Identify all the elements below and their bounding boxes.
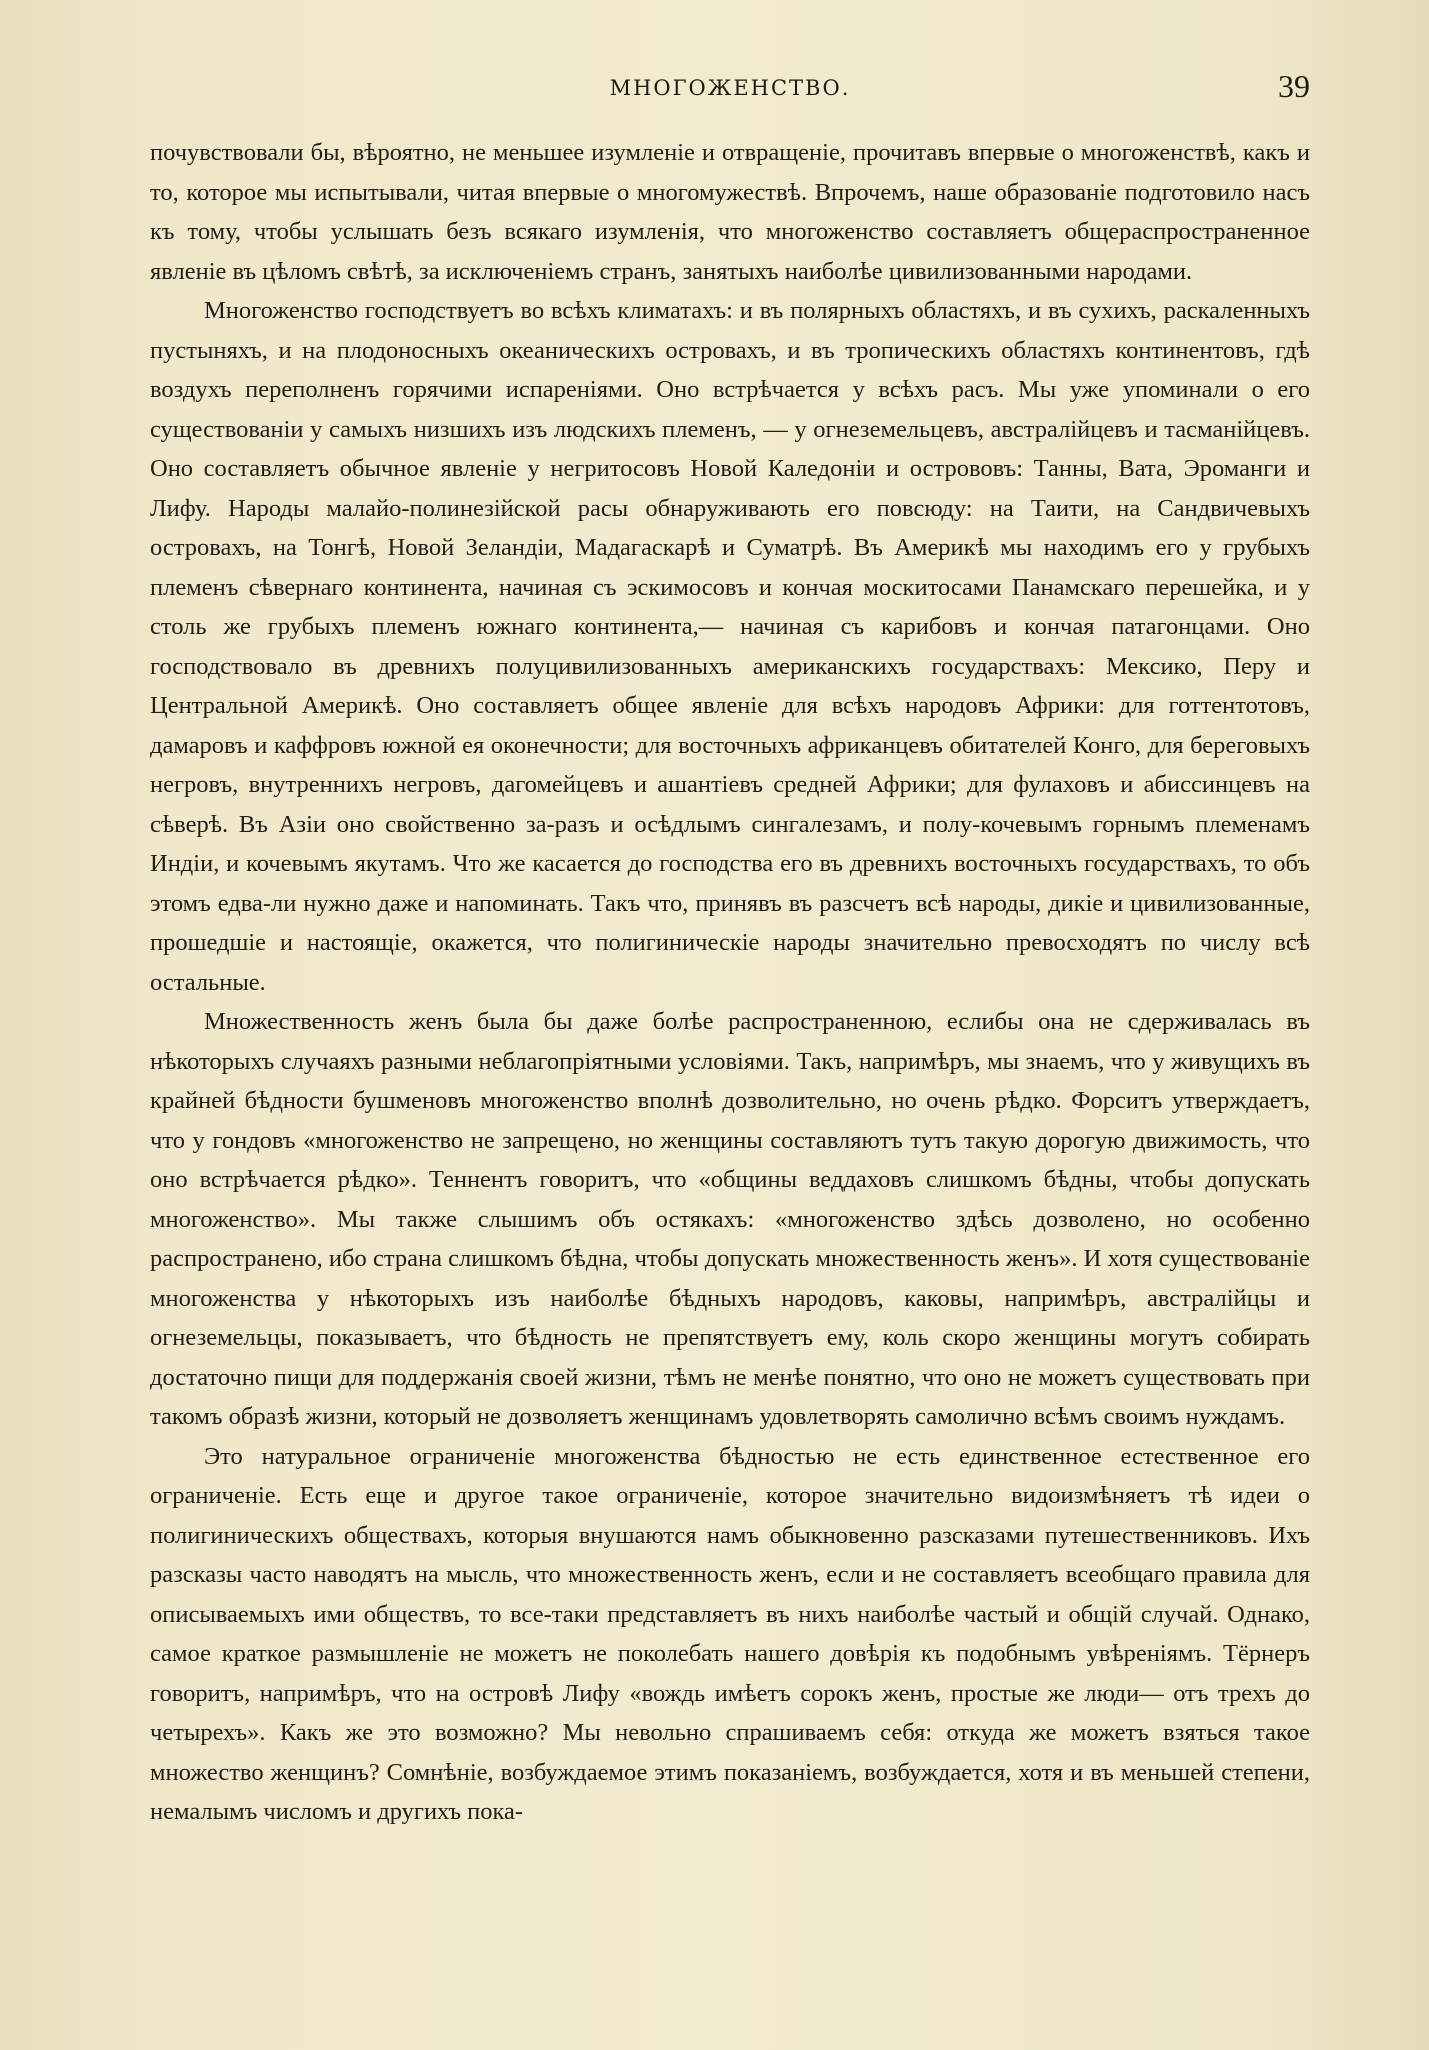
paragraph: Множественность женъ была бы даже болѣе распространенною, еслибы она не сдерживалась въ нѣкоторыхъ случаяхъ разными неблагопріятными условіями. Такъ, напримѣръ, мы знаемъ, что у живущихъ въ крайней бѣдности бушменовъ многоженство вполнѣ дозволительно, но очень рѣдко. Форситъ утверждаетъ, что у гондовъ «многоженство не запрещено, но женщины составляютъ тутъ такую дорогую движимость, что оно встрѣчается рѣдко». Теннентъ говоритъ, что «общины веддаховъ слишкомъ бѣдны, чтобы допускать многоженство». Мы также слышимъ объ остякахъ: «многоженство здѣсь дозволено, но особенно распространено, ибо страна слишкомъ бѣдна, чтобы допускать множественность женъ». И хотя существованіе многоженства у нѣкоторыхъ изъ наиболѣе бѣдныхъ народовъ, каковы, напримѣръ, австралійцы и огнеземельцы, показываетъ, что бѣдность не препятствуетъ ему, коль скоро женщины могутъ собирать достаточно пищи для поддержанія своей жизни, тѣмъ не менѣе понятно, что оно не можетъ существовать при такомъ образѣ жизни, который не дозволяетъ женщинамъ удовлетворять самолично всѣмъ своимъ нуждамъ. xyxy=(150,1008,1310,1430)
running-head: МНОГОЖЕНСТВО. xyxy=(609,76,851,100)
paragraph-continued: почувствовали бы, вѣроятно, не меньшее изумленіе и отвращеніе, прочитавъ впервые о многоженствѣ, какъ и то, которое мы испытывали, читая впервые о многомужествѣ. Впрочемъ, наше образованіе подготовило насъ къ тому, чтобы услышать безъ всякаго изумленія, что многоженство составляетъ общераспространенное явленіе въ цѣломъ свѣтѣ, за исключеніемъ странъ, занятыхъ наиболѣе цивилизованными народами. xyxy=(150,139,1310,285)
paragraph: Это натуральное ограниченіе многоженства бѣдностью не есть единственное естественное его ограниченіе. Есть еще и другое такое ограниченіе, которое значительно видоизмѣняетъ тѣ идеи о полигиническихъ обществахъ, которыя внушаются намъ обыкновенно разсказами путешественниковъ. Ихъ разсказы часто наводятъ на мысль, что множественность женъ, если и не составляетъ всеобщаго правила для описываемыхъ ими обществъ, то все-таки представляетъ въ нихъ наиболѣе частый и общій случай. Однако, самое краткое размышленіе не можетъ не поколебать нашего довѣрія къ подобнымъ увѣреніямъ. Тёрнеръ говоритъ, напримѣръ, что на островѣ Лифу «вождь имѣетъ сорокъ женъ, простые же люди— отъ трехъ до четырехъ». Какъ же это возможно? Мы невольно спрашиваемъ себя: откуда же можетъ взяться такое множество женщинъ? Сомнѣніе, возбуждаемое этимъ показаніемъ, возбуждается, хотя и въ меньшей степени, немалымъ числомъ и другихъ пока- xyxy=(150,1442,1310,1825)
page-header xyxy=(150,68,1310,112)
paragraph: Многоженство господствуетъ во всѣхъ климатахъ: и въ полярныхъ областяхъ, и въ сухихъ, раскаленныхъ пустыняхъ, и на плодоносныхъ океаническихъ островахъ, и въ тропическихъ областяхъ континентовъ, гдѣ воздухъ переполненъ горячими испареніями. Оно встрѣчается у всѣхъ расъ. Мы уже упоминали о его существованіи у самыхъ низшихъ изъ людскихъ племенъ, — у огнеземельцевъ, австралійцевъ и тасманійцевъ. Оно составляетъ обычное явленіе у негритосовъ Новой Каледоніи и острововъ: Танны, Вата, Эроманги и Лифу. Народы малайо-полинезійской расы обнаруживають его повсюду: на Таити, на Сандвичевыхъ островахъ, на Тонгѣ, Новой Зеландіи, Мадагаскарѣ и Суматрѣ. Въ Америкѣ мы находимъ его у грубыхъ племенъ сѣвернаго континента, начиная съ эскимосовъ и кончая москитосами Панамскаго перешейка, и у столь же грубыхъ племенъ южнаго континента,— начиная съ карибовъ и кончая патагонцами. Оно господствовало въ древнихъ полуцивилизованныхъ американскихъ государствахъ: Мексико, Перу и Центральной Америкѣ. Оно составляетъ общее явленіе для всѣхъ народовъ Африки: для готтентотовъ, дамаровъ и каффровъ южной ея оконечности; для восточныхъ африканцевъ обитателей Конго, для береговыхъ негровъ, внутреннихъ негровъ, дагомейцевъ и ашантіевъ средней Африки; для фулаховъ и абиссинцевъ на сѣверѣ. Въ Азіи оно свойственно за-разъ и осѣдлымъ сингалезамъ, и полу-кочевымъ горнымъ племенамъ Индіи, и кочевымъ якутамъ. Что же касается до господства его въ древнихъ восточныхъ государствахъ, то объ этомъ едва-ли нужно даже и напоминать. Такъ что, принявъ въ разсчетъ всѣ народы, дикіе и цивилизованные, прошедшіе и настоящіе, окажется, что полигиническіе народы значительно превосходятъ по числу всѣ остальные. xyxy=(150,297,1310,996)
body-text xyxy=(150,133,1310,1832)
page-number: 39 xyxy=(1278,68,1310,104)
